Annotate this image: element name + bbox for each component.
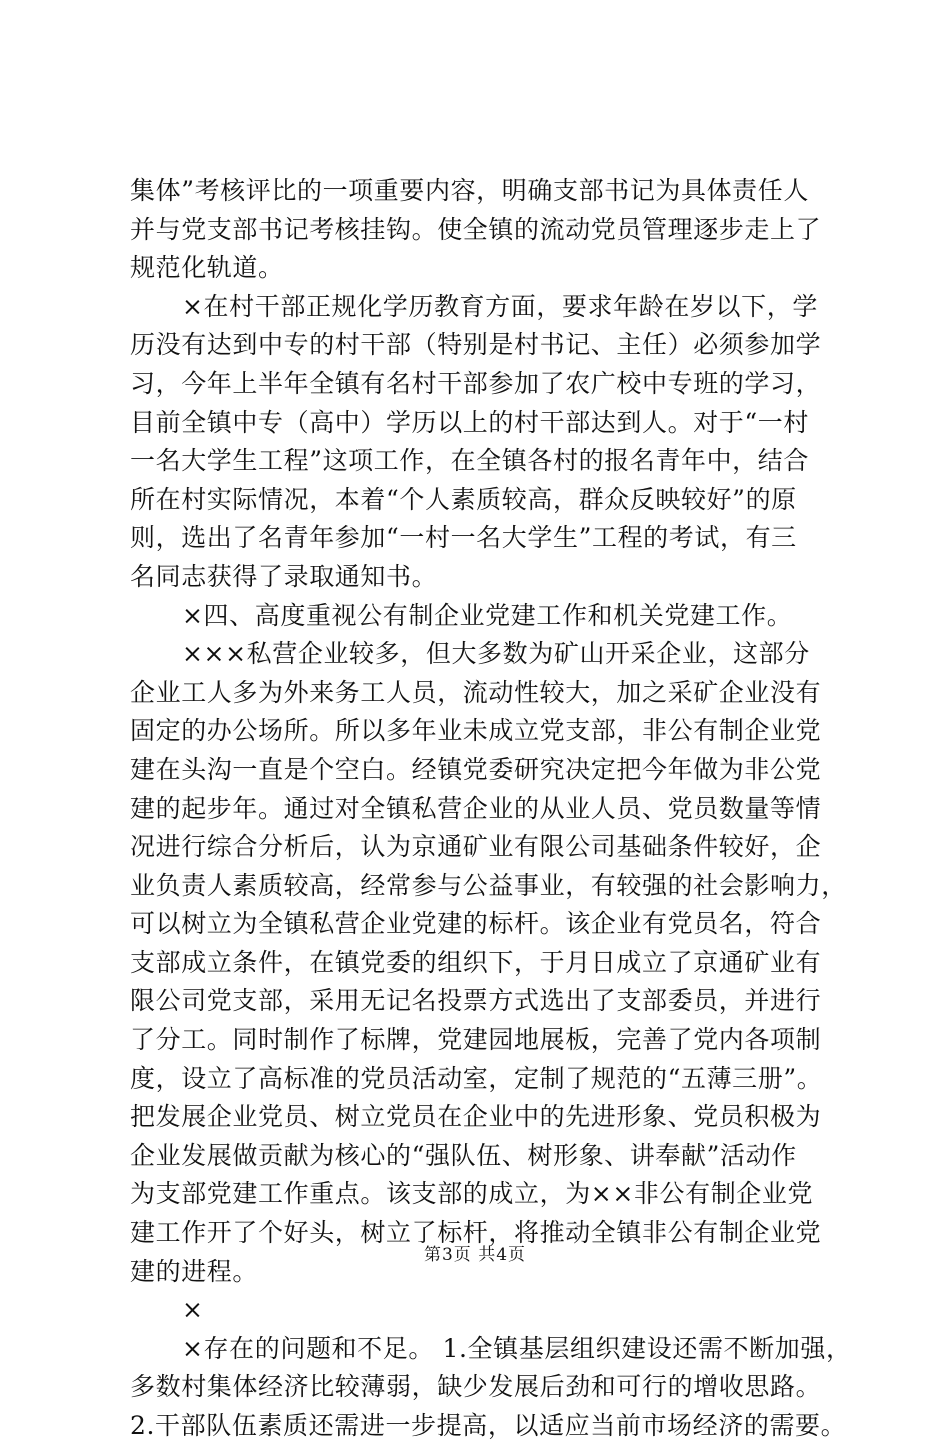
text-line: 企业工人多为外来务工人员，流动性较大，加之采矿企业没有 — [130, 677, 822, 707]
text-line: 历没有达到中专的村干部（特别是村书记、主任）必须参加学 — [130, 330, 822, 360]
text-line: 建的进程。 — [130, 1256, 259, 1286]
text-line: 限公司党支部，采用无记名投票方式选出了支部委员，并进行 — [130, 986, 822, 1016]
text-line: 企业发展做贡献为核心的“强队伍、树形象、讲奉献”活动作 — [130, 1140, 797, 1170]
text-line: 名同志获得了录取通知书。 — [130, 561, 438, 591]
text-line: 习，今年上半年全镇有名村干部参加了农广校中专班的学习， — [130, 368, 822, 398]
text-line: 集体”考核评比的一项重要内容，明确支部书记为具体责任人 — [130, 176, 809, 205]
text-line: 业负责人素质较高，经常参与公益事业，有较强的社会影响力， — [130, 870, 847, 900]
text-line: 目前全镇中专（高中）学历以上的村干部达到人。对于“一村 — [130, 407, 809, 437]
text-line: ×在村干部正规化学历教育方面，要求年龄在岁以下，学 — [182, 291, 818, 321]
text-line: 了分工。同时制作了标牌，党建园地展板，完善了党内各项制 — [130, 1025, 822, 1055]
text-line: 支部成立条件，在镇党委的组织下，于月日成立了京通矿业有 — [130, 947, 822, 977]
text-line: 建工作开了个好头，树立了标杆，将推动全镇非公有制企业党 — [130, 1218, 822, 1248]
text-line: 为支部党建工作重点。该支部的成立，为××非公有制企业党 — [130, 1179, 814, 1209]
page-footer: 第3页 共4页 — [423, 1245, 527, 1265]
text-line: ×四、高度重视公有制企业党建工作和机关党建工作。 — [182, 600, 793, 630]
text-line: 把发展企业党员、树立党员在企业中的先进形象、党员积极为 — [130, 1102, 822, 1132]
text-line: 则，选出了名青年参加“一村一名大学生”工程的考试，有三 — [130, 523, 797, 553]
text-line: × — [182, 1295, 204, 1325]
text-line: 一名大学生工程”这项工作，在全镇各村的报名青年中，结合 — [130, 446, 809, 476]
text-line: 2.干部队伍素质还需进一步提高，以适应当前市场经济的需要。 — [130, 1411, 847, 1440]
text-line: 建在头沟一直是个空白。经镇党委研究决定把今年做为非公党 — [130, 754, 822, 784]
text-line: 并与党支部书记考核挂钩。使全镇的流动党员管理逐步走上了 — [130, 214, 822, 244]
text-line: 固定的办公场所。所以多年业未成立党支部，非公有制企业党 — [130, 716, 822, 746]
text-line: 可以树立为全镇私营企业党建的标杆。该企业有党员名，符合 — [130, 909, 822, 939]
text-line: ×存在的问题和不足。 1.全镇基层组织建设还需不断加强， — [182, 1333, 852, 1363]
text-line: 所在村实际情况，本着“个人素质较高，群众反映较好”的原 — [130, 484, 797, 514]
text-line: 建的起步年。通过对全镇私营企业的从业人员、党员数量等情 — [130, 793, 822, 823]
text-line: ×××私营企业较多，但大多数为矿山开采企业，这部分 — [182, 639, 810, 669]
text-line: 度，设立了高标准的党员活动室，定制了规范的“五薄三册”。 — [130, 1063, 823, 1093]
text-line: 规范化轨道。 — [130, 253, 284, 283]
text-line: 多数村集体经济比较薄弱，缺少发展后劲和可行的增收思路。 — [130, 1372, 822, 1402]
text-line: 况进行综合分析后，认为京通矿业有限公司基础条件较好，企 — [130, 832, 822, 862]
